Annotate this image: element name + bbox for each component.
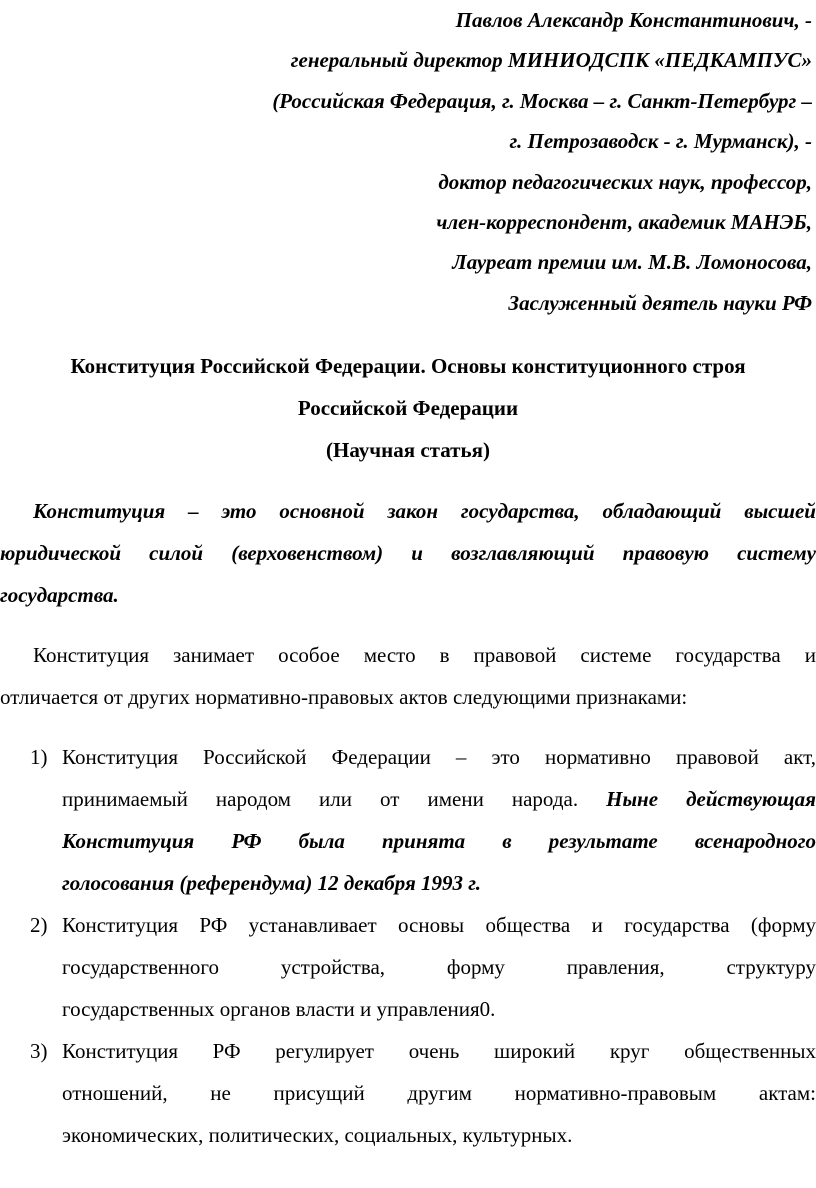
author-line: Павлов Александр Константинович, - [455, 8, 812, 32]
definition-paragraph [0, 490, 816, 616]
definition-line: Конституция – это основной закон государства, обладающий высшей [33, 499, 816, 523]
list-line: государственного устройства, форму правления, структуру [62, 955, 816, 979]
features-list [0, 736, 816, 1156]
definition-line: юридической силой (верховенством) и возглавляющий правовую систему [0, 541, 816, 565]
list-line-mixed [62, 778, 816, 820]
author-line: (Российская Федерация, г. Москва – г. Санкт-Петербург – [272, 88, 812, 113]
list-item [0, 1030, 816, 1156]
author-info [112, 0, 812, 323]
author-line: Заслуженный деятель науки РФ [508, 290, 812, 315]
definition-line: государства. [0, 583, 119, 607]
list-item [0, 904, 816, 1030]
list-emphasis-line: голосования (референдума) 12 декабря 1993 г. [62, 871, 481, 895]
list-line: отношений, не присущий другим нормативно-правовым актам: [62, 1081, 816, 1105]
intro-line: отличается от других нормативно-правовых актов следующими признаками: [0, 685, 688, 709]
list-line: Конституция РФ регулирует очень широкий круг общественных [62, 1039, 816, 1063]
list-text: принимаемый народом или от имени народа. [62, 787, 607, 811]
list-line: государственных органов власти и управления0. [62, 997, 496, 1021]
intro-line: Конституция занимает особое место в правовой системе государства и [33, 643, 816, 667]
author-line: Лауреат премии им. М.В. Ломоносова, [452, 250, 812, 275]
title-line-1: Конституция Российской Федерации. Основы конституционного строя [70, 354, 746, 378]
list-emphasis-line: Конституция РФ была принята в результате всенародного [62, 829, 816, 853]
title-line-3: (Научная статья) [326, 438, 490, 462]
author-line: генеральный директор МИНИОДСПК «ПЕДКАМПУС» [290, 48, 812, 73]
author-line: член-корреспондент, академик МАНЭБ, [436, 210, 812, 235]
author-line: доктор педагогических наук, профессор, [438, 169, 812, 194]
list-line: экономических, политических, социальных, культурных. [62, 1123, 573, 1147]
list-number: 3) [30, 1039, 48, 1063]
intro-paragraph [0, 634, 816, 718]
list-line: Конституция РФ устанавливает основы общества и государства (форму [62, 913, 816, 937]
author-line: г. Петрозаводск - г. Мурманск), - [509, 129, 812, 154]
title-line-2: Российской Федерации [297, 396, 519, 420]
list-emphasis: Ныне действующая [606, 787, 816, 811]
list-number: 1) [30, 745, 48, 769]
list-item [0, 736, 816, 904]
list-number: 2) [30, 913, 48, 937]
list-line: Конституция Российской Федерации – это нормативно правовой акт, [62, 745, 816, 769]
article-title [0, 345, 816, 471]
